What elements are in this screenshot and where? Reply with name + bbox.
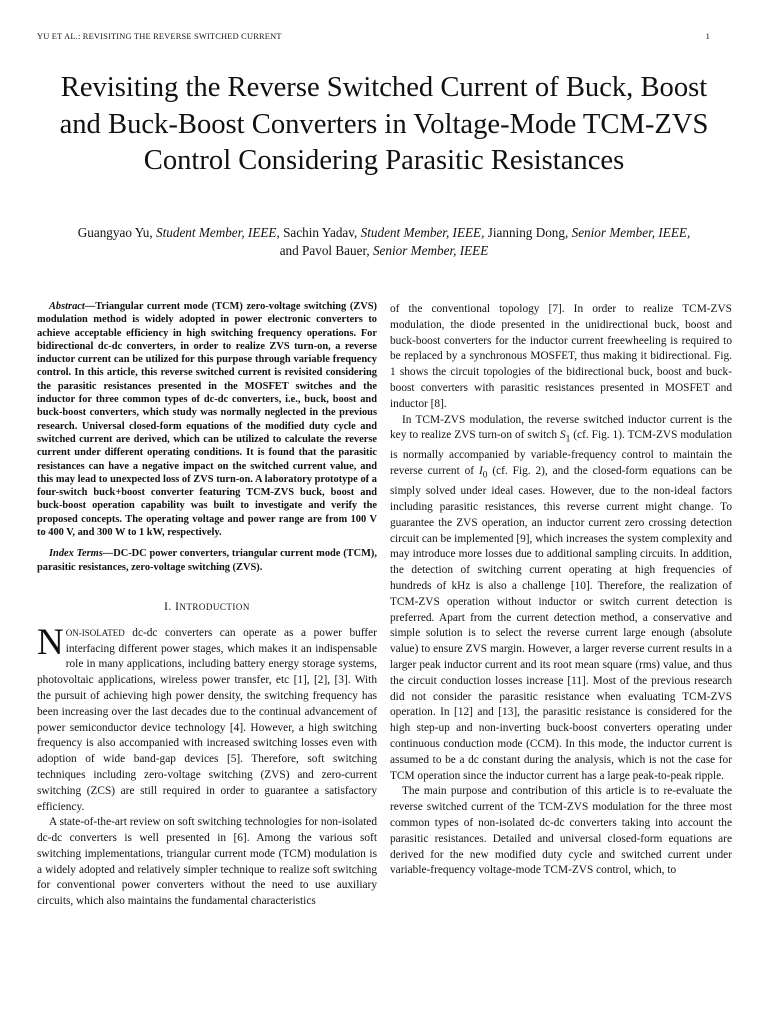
author-affiliation: Student Member, IEEE, <box>360 225 485 240</box>
index-terms-label: Index Terms <box>49 548 103 560</box>
right-column <box>390 302 732 879</box>
lead-in: ON-ISOLATED <box>65 627 125 638</box>
section-heading <box>37 600 377 616</box>
author-name: and Pavol Bauer, <box>279 243 370 258</box>
running-header <box>37 32 710 44</box>
intro-paragraph-1 <box>37 621 377 816</box>
left-column <box>37 300 377 910</box>
math-symbol: S <box>559 429 566 442</box>
drop-cap: N <box>37 621 64 663</box>
author-name: Jianning Dong, <box>487 225 569 240</box>
paragraph-text: dc-dc converters can operate as a power buffer interfacing different power stages, which makes it an indispensable role in many applications, including battery energy storage systems, photovoltaic applications, wireless power transfer, etc [1], [2], [3]. With the pursuit of achieving high power density, the switching frequency has been increasing over the last decades due to the continual advancement of power semiconductor device technology [4]. However, a high switching frequency is also accompanied with increased switching losses even with adoption of wide band-gap devices [5]. Therefore, soft switching techniques including zero-voltage switching (ZVS) and zero-current switching (ZCS) are still required in order to guarantee a satisfactory efficiency. <box>37 626 377 813</box>
author-name: Guangyao Yu, <box>77 225 153 240</box>
intro-paragraph-3: of the conventional topology [7]. In order to realize TCM-ZVS modulation, the diode presented in the unidirectional buck, boost and buck-boost converters for the inductor current freewheeling is required to be replaced by a synchronous MOSFET, thus making it bidirectional. Fig. 1 shows the circuit topologies of the bidirectional buck, boost and buck-boost converters with parasitic resistances presented in MOSFET and inductor [8]. <box>390 303 732 410</box>
index-terms <box>37 547 377 574</box>
section-number: I. <box>164 600 172 613</box>
paragraph-text: In TCM-ZVS modulation, the reverse switched inductor current is the key to realize ZVS turn-on of switch <box>390 413 732 442</box>
index-terms-text: —DC-DC power converters, triangular current mode (TCM), parasitic resistances, zero-voltage switching (ZVS). <box>37 548 377 573</box>
paper-title: Revisiting the Reverse Switched Current of Buck, Boost and Buck-Boost Converters in Voltage-Mode TCM-ZVS Control Considering Parasitic Resistances <box>59 72 709 176</box>
author-affiliation: Student Member, IEEE, <box>156 225 280 240</box>
running-title: YU ET AL.: REVISITING THE REVERSE SWITCHED CURRENT <box>37 32 282 41</box>
abstract-label: Abstract <box>49 301 85 312</box>
section-rest: NTRODUCTION <box>179 601 250 612</box>
author-list <box>70 224 698 260</box>
page-number: 1 <box>705 32 710 41</box>
math-symbol: I <box>478 465 483 478</box>
abstract <box>37 300 377 539</box>
paragraph-text: (cf. Fig. 1). TCM-ZVS modulation is normally accompanied by variable-frequency control to maintain the reverse current of <box>390 429 732 478</box>
author-name: Sachin Yadav, <box>283 225 358 240</box>
abstract-text: —Triangular current mode (TCM) zero-voltage switching (ZVS) modulation method is widely adopted in power electronic converters to achieve acceptable efficiency in high switching frequency operations. For bidirectional dc-dc converters, in order to realize ZVS turn-on, a reverse inductor current can be utilized for this purpose through variable frequency control. In this article, this reverse switched current is revisited considering the parasitic resistances presented in the MOSFET switches and the inductor for three common types of dc-dc converters, i.e., buck, boost and buck-boost converters, which study was normally neglected in the previous research. Universal closed-form equations of the modified duty cycle and switched current are derived, which can be utilized to calculate the reverse current under different operating conditions. It is found that the parasitic resistances can have a negative impact on the switched current value, and this may lead to unexpected loss of ZVS turn-on. A laboratory prototype of a four-switch buck+boost converter featuring TCM-ZVS buck, boost and buck-boost operation capability was built to investigate and verify the proposed concepts. The operating voltage and power range are from 100 V to 400 V, and 300 W to 1 kW, respectively. <box>37 301 377 539</box>
intro-paragraph-5: The main purpose and contribution of this article is to re-evaluate the reverse switched current of the TCM-ZVS modulation for the three most common types of non-isolated dc-dc converters taking into account the parasitic resistances. Detailed and universal closed-form equations are derived for the new modified duty cycle and switched current under variable-frequency voltage-mode TCM-ZVS control, which, to <box>390 785 732 877</box>
author-affiliation: Senior Member, IEEE, <box>571 225 691 240</box>
section-initial: I <box>175 600 180 613</box>
author-affiliation: Senior Member, IEEE <box>372 243 489 258</box>
intro-paragraph-4 <box>390 413 732 785</box>
math-subscript: 1 <box>565 434 571 445</box>
math-subscript: 0 <box>482 470 488 481</box>
paragraph-text: (cf. Fig. 2), and the closed-form equations can be simply solved under ideal cases. However, due to the non-ideal factors including parasitic resistances, this reverse current might change. To guarantee the ZVS operation, an inductor current zero crossing detection circuit can be implemented [9], which increases the system complexity and may introduce more losses due to additional sampling circuits. In addition, the detection of switching current operating at high frequencies of hundreds of kHz is also a challenge [10]. Therefore, the realization of TCM-ZVS operation without inductor or switch current detection is preferred. Apart from the current detection method, a conservative and simple solution is to select the reverse current large enough (absolute value) to ensure ZVS margin. However, a larger reverse current results in a larger peak inductor current and its root mean square (rms) value, and thus the circuit conduction losses increase [11]. Most of the previous research did not consider the parasitic resistance when evaluating TCM-ZVS operation. In [12] and [13], the parasitic resistance is considered for the high step-up and non-inverting buck-boost converters operating under continuous conduction mode (CCM). In this mode, the inductor current is assumed to be a dc constant during the analysis, which is not the case for TCM operation since the inductor current has a large peak-to-peak ripple. <box>390 465 732 782</box>
intro-paragraph-2: A state-of-the-art review on soft switching technologies for non-isolated dc-dc converters is well presented in [6]. Among the various soft switching implementations, triangular current mode (TCM) modulation is a widely adopted and relatively simpler technique to realize soft switching for conventional power converters without the need to use auxiliary circuits, which also maintains the fundamental characteristics <box>37 816 377 908</box>
